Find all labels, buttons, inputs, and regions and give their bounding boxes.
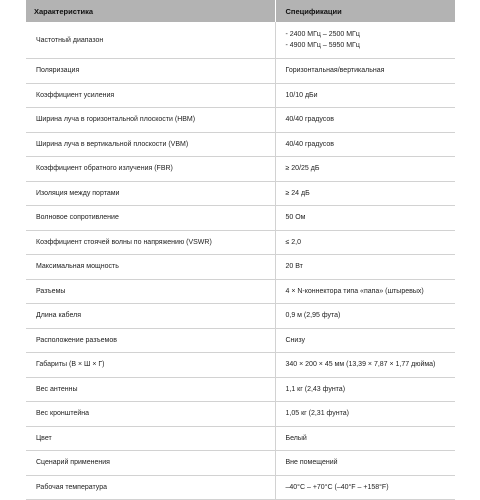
table-row [26,353,455,378]
row-value [275,22,455,59]
row-value: ≤ 2,0 [275,230,455,255]
row-value: 40/40 градусов [275,108,455,133]
row-value: 10/10 дБи [275,83,455,108]
table-row [26,279,455,304]
row-label: Вес антенны [26,377,275,402]
header-specification: Спецификации [275,0,455,22]
row-value: 0,9 м (2,95 фута) [275,304,455,329]
row-value: 20 Вт [275,255,455,280]
row-label: Частотный диапазон [26,22,275,59]
row-label: Изоляция между портами [26,181,275,206]
row-label: Вес кронштейна [26,402,275,427]
row-value: ≥ 24 дБ [275,181,455,206]
row-value: 340 × 200 × 45 мм (13,39 × 7,87 × 1,77 дюйма) [275,353,455,378]
row-label: Разъемы [26,279,275,304]
table-row [26,157,455,182]
row-value: 1,05 кг (2,31 фунта) [275,402,455,427]
row-value: 4 × N-коннектора типа «папа» (штыревых) [275,279,455,304]
table-row [26,304,455,329]
table-row [26,83,455,108]
table-row [26,22,455,59]
row-value: Снизу [275,328,455,353]
row-label: Сценарий применения [26,451,275,476]
row-label: Поляризация [26,59,275,84]
row-label: Коэффициент усиления [26,83,275,108]
row-label: Рабочая температура [26,475,275,500]
row-label: Габариты (В × Ш × Г) [26,353,275,378]
row-value: Белый [275,426,455,451]
row-value-line: - 4900 МГц – 5950 МГц [285,42,360,49]
row-label: Коэффициент обратного излучения (FBR) [26,157,275,182]
row-value: –40°C – +70°C (–40°F – +158°F) [275,475,455,500]
table-row [26,230,455,255]
table-row [26,108,455,133]
row-label: Цвет [26,426,275,451]
row-value: Горизонтальная/вертикальная [275,59,455,84]
table-row [26,328,455,353]
table-header-row [26,0,455,22]
row-label: Длина кабеля [26,304,275,329]
row-label: Ширина луча в горизонтальной плоскости (HBM) [26,108,275,133]
row-label: Волновое сопротивление [26,206,275,231]
row-label: Расположение разъемов [26,328,275,353]
table-row [26,132,455,157]
row-value: Вне помещений [275,451,455,476]
table-row [26,59,455,84]
table-row [26,377,455,402]
row-label: Максимальная мощность [26,255,275,280]
table-row [26,255,455,280]
row-value: ≥ 20/25 дБ [275,157,455,182]
row-value: 40/40 градусов [275,132,455,157]
row-value: 50 Ом [275,206,455,231]
table-row [26,426,455,451]
row-label: Ширина луча в вертикальной плоскости (VBM) [26,132,275,157]
row-label: Коэффициент стоячей волны по напряжению (VSWR) [26,230,275,255]
table-row [26,475,455,500]
row-value-line: - 2400 МГц – 2500 МГц [285,31,360,38]
table-row [26,181,455,206]
spec-table [26,0,455,500]
table-row [26,206,455,231]
row-value: 1,1 кг (2,43 фунта) [275,377,455,402]
table-row [26,402,455,427]
table-row [26,451,455,476]
header-characteristic: Характеристика [26,0,275,22]
